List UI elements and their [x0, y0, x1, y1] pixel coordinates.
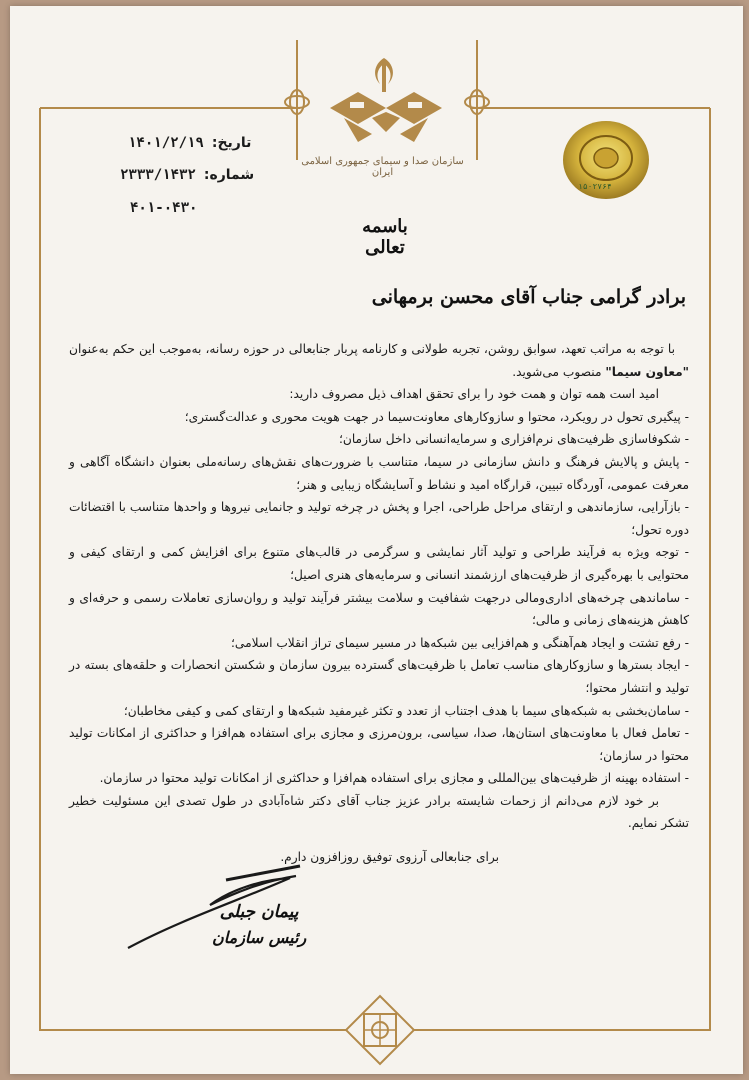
objective-item: - تعامل فعال با معاونت‌های استان‌ها، صدا، سیاسی، برون‌مرزی و مجازی برای استفاده هم‌افزا و حداکثری از امکانات تولید محتوا در سازمان؛: [69, 726, 689, 763]
signer-title: رئیس سازمان: [212, 928, 307, 947]
number-line: [120, 167, 254, 183]
invocation-heading: باسمه تعالی: [362, 216, 408, 258]
date-label: تاریخ:: [211, 135, 252, 151]
hologram-serial: ۱۵۰۲۷۶۴: [578, 182, 612, 191]
organization-name: سازمان صدا و سیمای جمهوری اسلامی ایران: [301, 156, 464, 178]
intro-paragraph: [69, 338, 689, 383]
objective-item: - رفع تشتت و ایجاد هم‌آهنگی و هم‌افزایی بین شبکه‌ها در مسیر سیمای تراز انقلاب اسلامی؛: [231, 635, 689, 650]
objective-item: - سامان‌بخشی به شبکه‌های سیما با هدف اجتناب از تعدد و تکثر غیرمفید شبکه‌ها و ارتقای کمی و کیفی مخاطبان؛: [123, 703, 689, 718]
objective-item: - شکوفاسازی ظرفیت‌های نرم‌افزاری و سرمایه‌انسانی داخل سازمان؛: [339, 432, 689, 447]
letter-body: [69, 338, 689, 835]
date-value: ۱۴۰۱/۲/۱۹: [128, 135, 204, 151]
extra-code: [130, 200, 205, 216]
objective-item: - توجه ویژه به فرآیند طراحی و تولید آثار نمایشی و سرگرمی در قالب‌های متنوع برای افزایش کمی و ارتقای کیفی و محتوایی با بهره‌گیری از ظرفیت‌های ارزشمند انسانی و سرمایه‌های هنری اصیل؛: [69, 545, 689, 582]
objective-item: - بازآرایی، سازماندهی و ارتقای مراحل طراحی، اجرا و پخش در چرخه تولید و جانمایی نیروها و واحدها متناسب با اقتضائات دوره تحول؛: [69, 500, 689, 537]
intro-post: منصوب می‌شوید.: [512, 364, 606, 379]
objective-item: - پیگیری تحول در رویکرد، محتوا و سازوکارهای معاونت‌سیما در جهت هویت محوری و عدالت‌گستری؛: [184, 409, 689, 424]
closing-line: برای جنابعالی آرزوی توفیق روزافزون دارم.: [280, 850, 499, 864]
number-value: ۲۳۳۳/۱۴۳۲: [120, 167, 196, 183]
objective-item: - استفاده بهینه از ظرفیت‌های بین‌المللی و مجازی برای استفاده هم‌افزا و حداکثری از امکانات تولید محتوا در سازمان.: [99, 771, 689, 786]
intro-pre: با توجه به مراتب تعهد، سوابق روشن، تجربه طولانی و کارنامه پربار جنابعالی در حوزه رسانه، به‌موجب این حکم به‌عنوان: [69, 342, 675, 356]
objective-item: - ساماندهی چرخه‌های اداری‌ومالی درجهت شفافیت و سلامت بیشتر فرآیند تولید و روان‌سازی تعاملات رسمی و حرفه‌ای و کاهش هزینه‌های زمانی و مالی؛: [69, 590, 689, 628]
extra-code-value: ۴۰۱-۰۴۳۰: [130, 200, 198, 216]
expectation-line: امید است همه توان و همت خود را برای تحقق اهداف ذیل مصروف دارید:: [289, 387, 659, 402]
signer-name: پیمان جبلی: [219, 902, 299, 922]
appointment-title: "معاون سیما": [605, 364, 689, 379]
salutation: برادر گرامی جناب آقای محسن برمهانی: [371, 286, 686, 308]
objective-item: - پایش و پالایش فرهنگ و دانش سازمانی در سیما، متناسب با ضرورت‌های نقش‌های رسانه‌ملی بعنوان دانشگاه آگاهی و معرفت عمومی، آوردگاه تبیین، قرارگاه امید و نشاط و آسایشگاه زیبایی و هنر؛: [69, 454, 689, 492]
thanks-paragraph: بر خود لازم می‌دانم از زحمات شایسته برادر عزیز جناب آقای دکتر شاه‌آبادی در طول تصدی این مسئولیت خطیر تشکر نمایم.: [69, 793, 689, 831]
signer-block: [212, 902, 306, 947]
number-label: شماره:: [203, 167, 255, 183]
objective-item: - ایجاد بسترها و سازوکارهای مناسب تعامل با ظرفیت‌های گسترده بیرون سازمان و شکستن انحصارات و حلقه‌های بسته در تولید و انتشار محتوا؛: [69, 658, 689, 695]
date-line: [128, 135, 251, 151]
